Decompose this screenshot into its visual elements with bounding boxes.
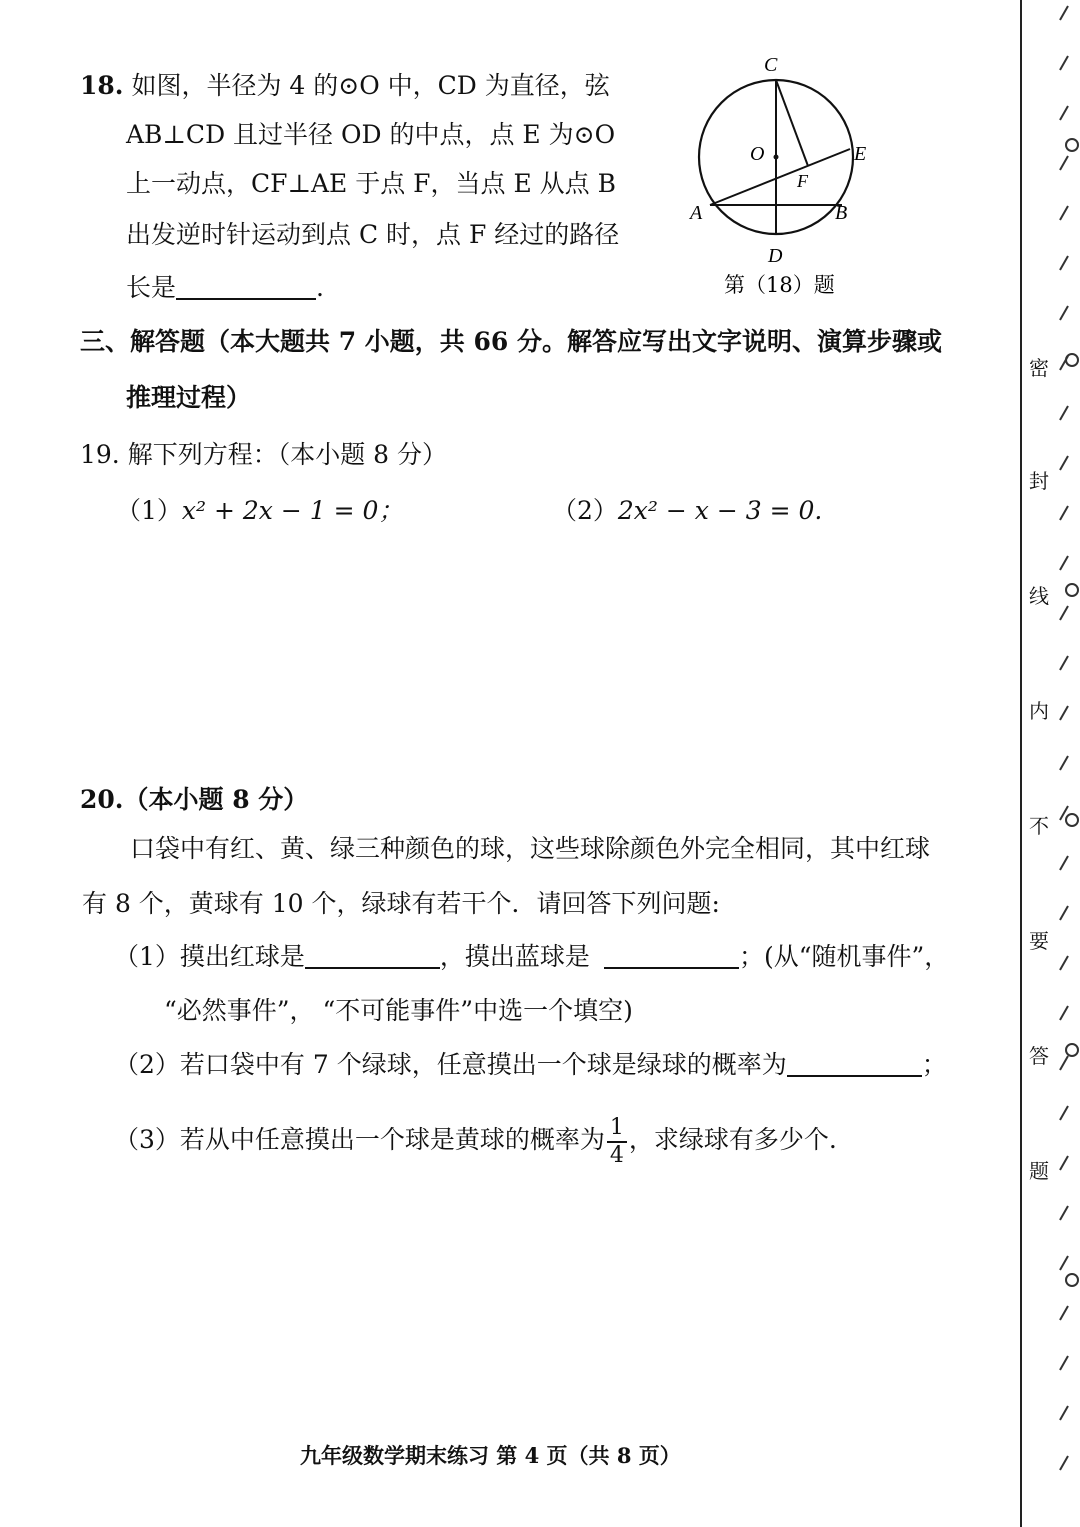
label-b: B [835,202,848,224]
fraction-numerator: 1 [607,1115,627,1143]
binding-char-5: 不 [1029,814,1049,838]
q20-blue-ball-blank[interactable] [604,941,739,969]
q19-equation-1: x² + 2x − 1 = 0； [181,496,404,525]
q18-line-5 [126,270,324,306]
segment-ae [710,149,850,205]
q20-part-2-end: ； [921,1050,947,1079]
page-footer: 九年级数学期末练习 第 4 页（共 8 页） [300,1443,681,1468]
q18-number: 18. [80,71,124,100]
q19-part-2-label: （2） [552,496,618,525]
q18-text-1: 如图，半径为 4 的⊙O 中，CD 为直径，弦 [131,71,610,100]
binding-dash-marks [1052,0,1080,1527]
binding-char-6: 要 [1029,929,1049,953]
q20-part-1-text-a: （1）摸出红球是 [114,942,305,971]
q19-part-1-label: （1） [116,496,182,525]
figure-caption: 第（18）题 [724,273,835,297]
q20-intro-2: 有 8 个，黄球有 10 个，绿球有若干个．请回答下列问题: [82,889,720,918]
binding-char-4: 内 [1029,699,1049,723]
binding-char-1: 密 [1029,356,1049,380]
section3-heading: 三、解答题（本大题共 7 小题，共 66 分。解答应写出文字说明、演算步骤或 [80,327,943,356]
q20-part-3-text-b: ，求绿球有多少个. [628,1125,837,1154]
q20-title: 20.（本小题 8 分） [80,785,309,814]
q18-line-4: 出发逆时针运动到点 C 时，点 F 经过的路径 [126,220,620,249]
q20-part-1 [114,939,949,975]
fraction-denominator: 4 [609,1142,624,1168]
q20-intro-1: 口袋中有红、黄、绿三种颜色的球，这些球除颜色外完全相同，其中红球 [130,834,931,863]
binding-char-7: 答 [1029,1044,1049,1068]
center-point [774,155,779,160]
section3-heading-cont: 推理过程） [126,383,252,412]
q18-line-1 [80,68,610,104]
fraction-one-quarter [607,1115,627,1169]
q18-line-2: AB⊥CD 且过半径 OD 的中点，点 E 为⊙O [126,120,616,149]
label-o: O [750,143,765,165]
binding-line [1020,0,1022,1527]
label-d: D [768,245,783,267]
label-a: A [690,202,703,224]
q20-part-3-text-a: （3）若从中任意摸出一个球是黄球的概率为 [114,1125,605,1154]
q20-part-1-text-c: ；(从“随机事件”， [738,942,950,971]
q20-part-2 [114,1047,947,1083]
q20-part-1-note: “必然事件”， “不可能事件”中选一个填空) [164,996,633,1025]
q19-equation-2: 2x² − x − 3 = 0. [617,496,823,525]
label-c: C [764,54,778,76]
q18-text-5: 长是 [126,273,177,302]
label-e: E [854,143,867,165]
q19-part-2 [552,493,822,529]
binding-char-3: 线 [1029,584,1049,608]
q20-red-ball-blank[interactable] [305,941,440,969]
q19-part-1 [116,493,403,529]
q18-line-3: 上一动点，CF⊥AE 于点 F，当点 E 从点 B [126,169,616,198]
binding-char-2: 封 [1029,469,1049,493]
q18-figure [680,50,880,300]
q20-part-3 [114,1112,837,1169]
q18-text-5-end: . [316,273,324,302]
q18-answer-blank[interactable] [176,272,316,300]
segment-cf [776,80,808,166]
label-f: F [797,171,808,191]
q20-probability-blank[interactable] [787,1049,922,1077]
binding-char-8: 题 [1029,1159,1049,1183]
q19-title: 19. 解下列方程：（本小题 8 分） [80,440,448,469]
q20-part-1-text-b: ，摸出蓝球是 [439,942,590,971]
q20-part-2-text: （2）若口袋中有 7 个绿球，任意摸出一个球是绿球的概率为 [114,1050,787,1079]
